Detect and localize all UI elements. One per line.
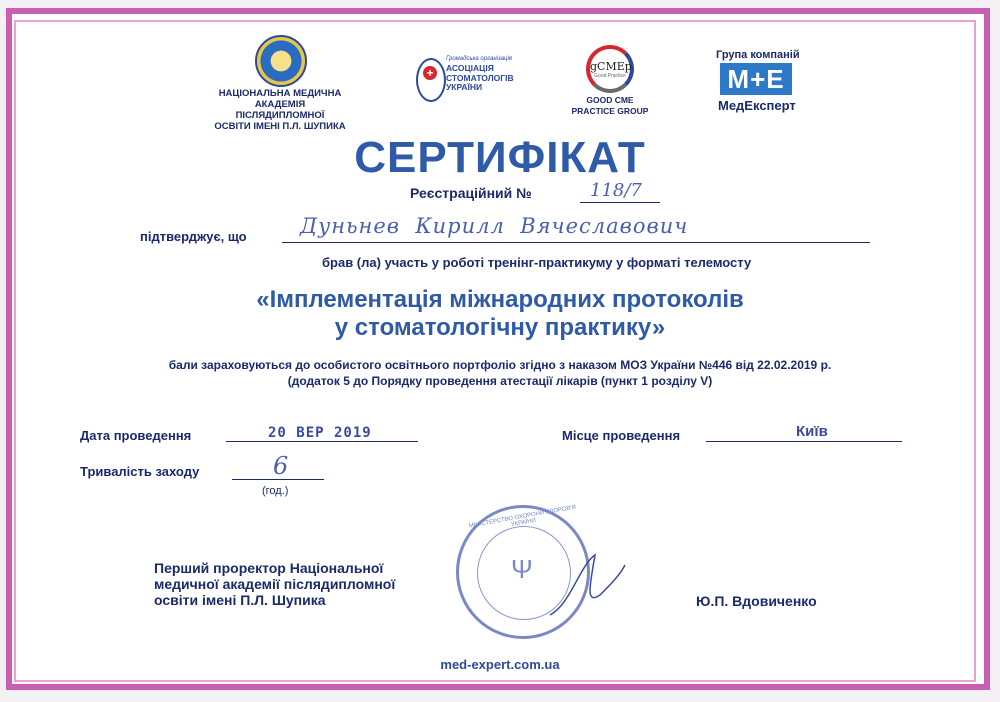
course-title-line2: у стоматологічну практику» xyxy=(334,314,666,341)
points-line2: (додаток 5 до Порядку проведення атестації лікарів (пункт 1 розділу V) xyxy=(287,374,713,388)
medexpert-name: МедЕксперт xyxy=(718,98,796,113)
signature-stroke xyxy=(550,555,625,615)
points-line1: бали зараховуються до особистого освітнього портфоліо згідно з наказом МОЗ України №446 від 22.02.2019 р. xyxy=(168,358,832,372)
gcme-sub: Good Practice xyxy=(594,73,626,79)
participation-text: брав (ла) участь у роботі тренінг-практикуму у форматі телемосту xyxy=(322,255,752,270)
place-label: Місце проведення xyxy=(562,428,681,443)
participant-line xyxy=(282,242,870,243)
association-top-text: Громадська організація xyxy=(446,56,512,62)
date-label: Дата проведення xyxy=(80,428,192,443)
confirms-label: підтверджує, що xyxy=(140,229,247,244)
duration-label: Тривалість заходу xyxy=(80,464,200,479)
duration-unit: (год.) xyxy=(262,485,289,497)
registration-label: Реєстраційний № xyxy=(410,185,532,201)
trident-icon: Ψ xyxy=(511,554,533,584)
registration-line xyxy=(580,202,660,203)
date-stamp: 20 ВЕР 2019 xyxy=(268,425,372,441)
signer-title: Перший проректор Національної медичної академії післядипломної освіти імені П.Л. Шупика xyxy=(154,560,396,608)
association-logo xyxy=(416,58,446,102)
registration-number: 118/7 xyxy=(590,180,642,201)
association-cross-icon: + xyxy=(423,66,437,80)
duration-value: 6 xyxy=(273,452,289,480)
signature xyxy=(540,545,630,625)
course-title-line1: «Імплементація міжнародних протоколів xyxy=(256,286,744,313)
medexpert-logo: M+E xyxy=(720,63,792,95)
website: med-expert.com.ua xyxy=(440,657,560,672)
place-line xyxy=(706,441,902,442)
academy-logo xyxy=(255,35,307,87)
participant-name: Дуньнев Кирилл Вячеславович xyxy=(300,214,689,238)
gcme-text: GOOD CME PRACTICE GROUP xyxy=(571,95,649,116)
certificate-title: СЕРТИФІКАТ xyxy=(354,133,646,182)
gcme-mark: gCMEp xyxy=(590,60,632,73)
date-line xyxy=(226,441,418,442)
academy-name: НАЦІОНАЛЬНА МЕДИЧНА АКАДЕМІЯ ПІСЛЯДИПЛОМНОЇ ОСВІТИ ІМЕНІ П.Л. ШУПИКА xyxy=(214,88,346,132)
stamp-text: МІНІСТЕРСТВО ОХОРОНИ ЗДОРОВ'Я УКРАЇНИ xyxy=(468,504,577,530)
medexpert-top: Група компаній xyxy=(716,49,800,61)
signer-name: Ю.П. Вдовиченко xyxy=(696,593,817,609)
place-value: Київ xyxy=(796,423,828,440)
gcme-logo xyxy=(586,45,634,93)
association-name: АСОЦІАЦІЯ СТОМАТОЛОГІВ УКРАЇНИ xyxy=(446,63,514,92)
